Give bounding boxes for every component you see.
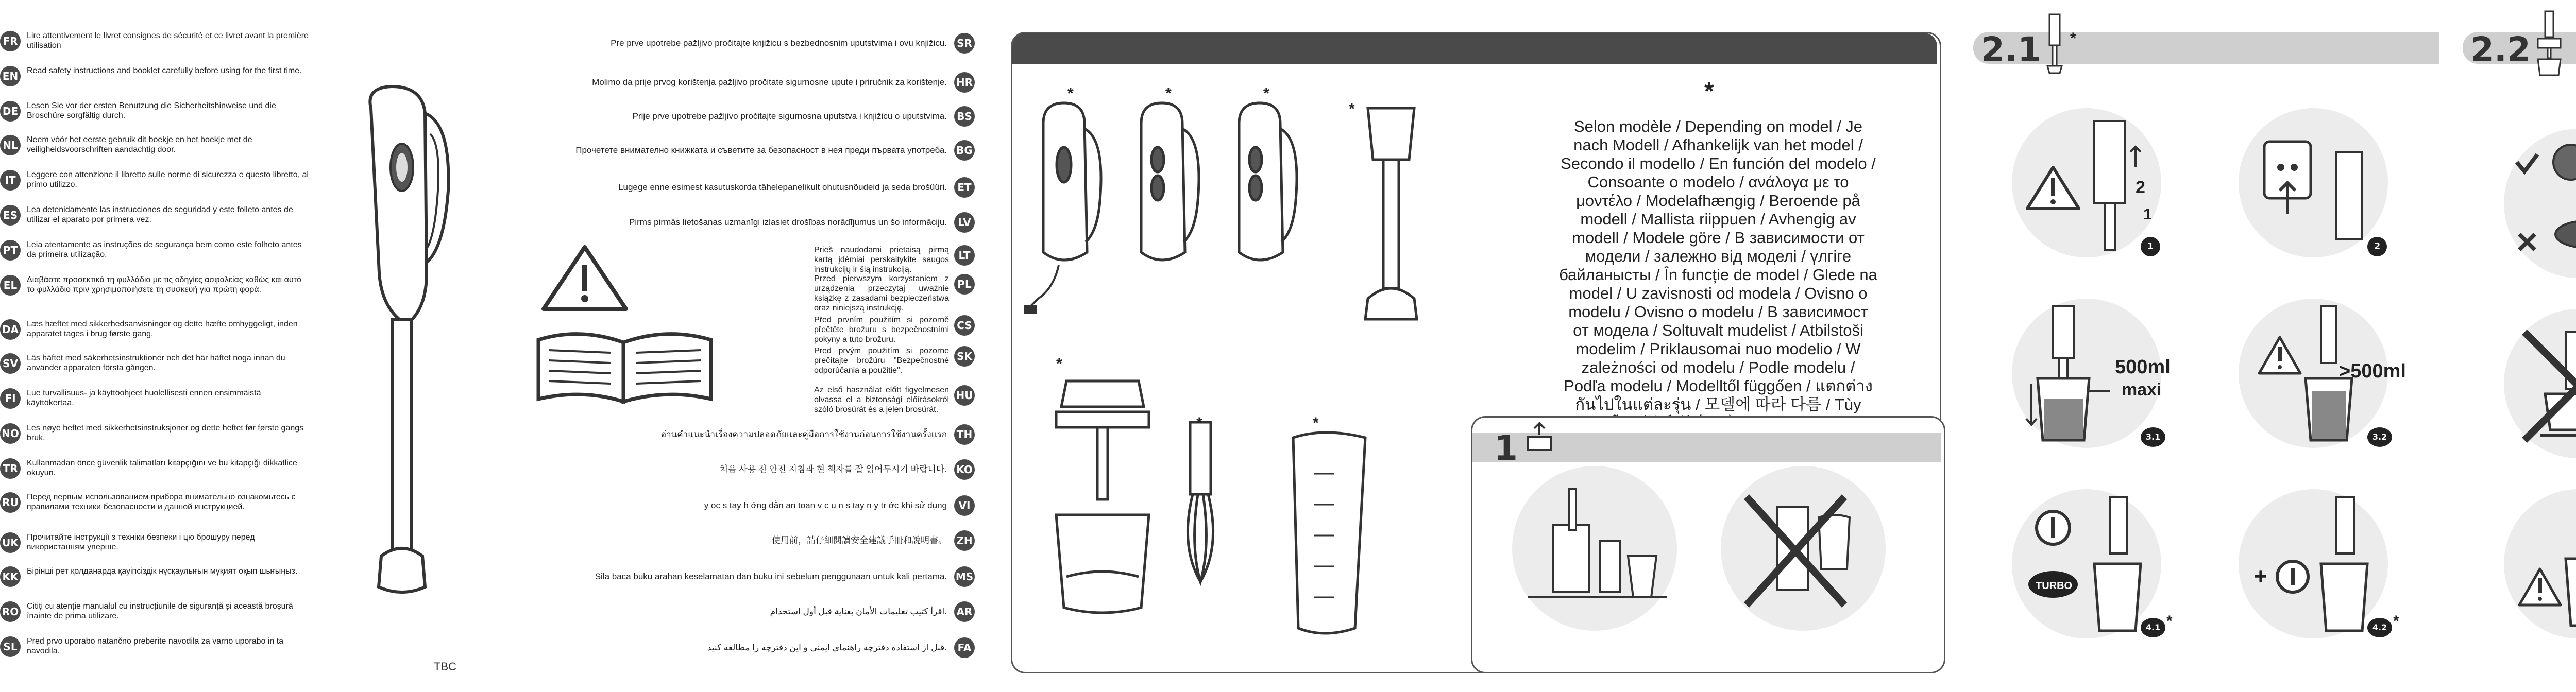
language-row-bg	[505, 140, 975, 161]
model-star-4: *	[1349, 100, 1355, 117]
language-code-badge: AR	[954, 601, 975, 622]
step-42-star: *	[2393, 613, 2399, 630]
language-row-cs	[814, 315, 975, 344]
language-instruction-text: Az első használat előtt figyelmesen olvassa el a biztonsági előírásokról szóló brosúrát és a jelen brosúrát.	[814, 386, 949, 414]
language-instruction-text: y oc s tay h ớng dẫn an toan v c u n s tay n y tr ớc khi sử dụng	[704, 500, 947, 510]
language-code-badge: HR	[954, 72, 975, 93]
language-row-kk	[0, 566, 309, 587]
model-star-2: *	[1165, 85, 1172, 102]
language-code-badge: ET	[954, 177, 975, 198]
language-instruction-text: Lea detenidamente las instrucciones de seguridad y este folleto antes de utilizar el aparato por primera vez.	[27, 205, 293, 224]
hand-blender-illustration	[335, 77, 459, 618]
language-row-nl	[0, 135, 309, 155]
language-row-ro	[0, 601, 309, 622]
language-instruction-text: Przed pierwszym korzystaniem z urządzenia przeczytaj uważnie książkę z zasadami bezpieczeństwa oraz niniejszą instrukcję.	[814, 274, 949, 313]
language-instruction-text: Prieš naudodami prietaisą pirmą kartą įdėmiai perskaitykite saugos instrukcijų ir šią instrukciją.	[814, 246, 949, 274]
language-row-fi	[0, 388, 309, 409]
language-row-en	[0, 66, 309, 86]
step-41-badge: 4.1	[2141, 618, 2165, 637]
language-code-badge: EN	[0, 66, 21, 86]
language-row-vi	[505, 495, 975, 516]
language-instruction-text: Прочитайте інструкції з техніки безпеки і цю брошуру перед використанням уперше.	[27, 533, 255, 551]
language-code-badge: FI	[0, 388, 21, 409]
language-instruction-text: Pre prve upotrebe pažljivo pročitajte knjižicu s bezbednosnim uputstvima i ovu knjižicu.	[611, 38, 947, 48]
language-instruction-text: Kullanmadan önce güvenlik talimatları kitapçığını ve bu kitapçığı dikkatlice okuyun.	[27, 459, 297, 477]
language-instruction-text: Läs häftet med säkerhetsinstruktioner och det här häftet noga innan du använder apparaten första gången.	[27, 354, 285, 372]
language-row-ar	[505, 601, 975, 622]
language-code-badge: ZH	[954, 530, 975, 551]
language-instruction-text: Prije prve upotrebe pažljivo pročitajte sigurnosna uputstva i knjižicu o uputstvima.	[632, 111, 947, 121]
step-5-drawing	[2509, 131, 2576, 275]
language-row-da	[0, 319, 309, 340]
language-row-de	[0, 101, 309, 122]
language-code-badge: MS	[954, 566, 975, 587]
language-instruction-text: اقرأ كتيب تعليمات الأمان بعناية قبل أول استخدام.	[770, 607, 947, 616]
left-language-list	[0, 26, 319, 690]
language-instruction-text: Διαβάστε προσεκτικά τη φυλλάδιο με τις οδηγίες ασφαλείας καθώς και αυτό το φυλλάδιο πριν χρησιμοποιήσετε τη συσκευή για πρώτη φορά.	[27, 275, 301, 294]
language-code-badge: FA	[954, 637, 975, 658]
language-instruction-text: Leia atentamente as instruções de segurança bem como este folheto antes da primeira utilização.	[27, 240, 302, 259]
step-1-badge: 1	[2141, 237, 2160, 256]
language-instruction-text: قبل از استفاده دفترچه راهنمای ایمنی و این دفترچه را مطالعه کنید.	[707, 643, 947, 652]
language-instruction-text: อ่านคำแนะนำเรื่องความปลอดภัยและคู่มือการใช้งานก่อนการใช้งานครั้งแรก	[660, 429, 947, 439]
accessory-star-2: *	[1196, 414, 1202, 431]
language-row-no	[0, 423, 309, 444]
language-code-badge: HU	[954, 385, 975, 406]
language-row-sk	[814, 346, 975, 375]
language-code-badge: SV	[0, 353, 21, 374]
language-code-badge: TR	[0, 458, 21, 479]
language-instruction-text: Molimo da prije prvog korištenja pažljivo pročitate sigurnosne upute i priručnik za korištenje.	[592, 77, 947, 87]
language-row-ms	[505, 566, 975, 587]
language-instruction-text: Læs hæftet med sikkerhedsanvisninger og dette hæfte omhyggeligt, inden apparatet tages i brug første gang.	[27, 320, 298, 338]
step-31-500ml-label: 500ml	[2115, 356, 2171, 378]
language-instruction-text: 使用前，請仔細閱讀安全建議手冊和說明書。	[772, 535, 947, 545]
model-star-1: *	[1067, 85, 1074, 102]
accessories-illustration	[1036, 360, 1406, 649]
language-code-badge: KK	[0, 566, 21, 587]
section-22-blender-icon	[2534, 10, 2565, 77]
language-instruction-text: Pred prvo uporabo natančno preberite navodila za varno uporabo in ta navodila.	[27, 637, 284, 655]
model-dependency-text: Selon modèle / Depending on model / Je nach Modell / Afhankelijk van het model / Secondo il modello / En función del modelo / Consoante o modelo / ανάλογα με το μοντέλο / Modelafhængig / Beroende på modell / Mallista riippuen / Avhengig av modell / Modele göre / В зависимости от модели / залежно від моделі / үлгіге байланысты / În funcție de model / Glede na model / U zavisnosti od modela / Ovisno o modelu / Ovisno o modelu / В зависимост от модела / Soltuvalt mudelist / Atbilstoši modelim / Priklausomai nuo modelio / W zależności od modelu / Podle modelu / Podľa modelu / Modelltől függően / แตกต่างกันไปในแต่ละรุ่น / 모델에 따라 다름 / Tùy	[1559, 117, 1877, 413]
language-code-badge: CS	[954, 315, 975, 336]
accessory-star-1: *	[1056, 355, 1062, 372]
language-instruction-text: Lue turvallisuus- ja käyttöohjeet huolellisesti ennen ensimmäistä käyttökertaa.	[27, 389, 261, 407]
language-row-fr	[0, 31, 309, 51]
language-code-badge: UK	[0, 532, 21, 553]
language-code-badge: ES	[0, 205, 21, 226]
section-21-number: 2.1	[1981, 30, 2041, 70]
language-code-badge: LV	[954, 212, 975, 233]
language-row-ru	[0, 492, 309, 513]
language-code-badge: RU	[0, 492, 21, 513]
language-instruction-text: Lugege enne esimest kasutuskorda tähelepanelikult ohutusnõudeid ja seda brošüüri.	[618, 182, 947, 192]
language-code-badge: IT	[0, 170, 21, 191]
language-code-badge: PL	[954, 274, 975, 295]
language-code-badge: NO	[0, 423, 21, 444]
language-instruction-text: Перед первым использованием прибора внимательно ознакомьтесь с правилами техники безопасности и данной инструкцией.	[27, 493, 296, 511]
language-row-sv	[0, 353, 309, 374]
tbc-label: TBC	[434, 660, 456, 673]
model-text-star: *	[1704, 78, 1714, 105]
step-2-badge: 2	[2367, 237, 2387, 256]
language-row-it	[0, 170, 309, 191]
step-41-turbo-label: TURBO	[2031, 578, 2076, 594]
step-42-badge: 4.2	[2367, 618, 2392, 637]
models-panel-header	[1012, 33, 1937, 64]
language-instruction-text: Pirms pirmās lietošanas uzmanīgi izlasiet drošības norādījumus un šo informāciju.	[629, 217, 947, 227]
language-row-lv	[505, 212, 975, 233]
language-row-sl	[0, 636, 309, 657]
language-instruction-text: Pred prvým použitím si pozorne prečítajte brožúru "Bezpečnostné odporúčania a použitie".	[814, 347, 949, 375]
model-blenders-illustration	[1023, 82, 1445, 330]
language-instruction-text: Lesen Sie vor der ersten Benutzung die Sicherheitshinweise und die Broschüre sorgfältig durch.	[27, 101, 276, 120]
section-1-number: 1	[1494, 428, 1518, 468]
warning-book-illustration	[533, 242, 719, 407]
language-code-badge: NL	[0, 135, 21, 155]
section-21-blender-icon	[2044, 13, 2065, 75]
language-row-hu	[814, 385, 975, 414]
language-code-badge: BS	[954, 106, 975, 127]
step-9-drawing	[2509, 492, 2576, 636]
language-instruction-text: Před prvním použitím si pozorně přečtěte brožuru s bezpečnostními pokyny a tuto brožuru.	[814, 316, 949, 344]
language-code-badge: SL	[0, 636, 21, 657]
language-code-badge: TH	[954, 424, 975, 445]
language-instruction-text: Lire attentivement le livret consignes de sécurité et ce livret avant la première utilisation	[27, 31, 309, 50]
language-code-badge: LT	[954, 245, 975, 266]
language-code-badge: DE	[0, 101, 21, 122]
step-32-gt500-label: >500ml	[2339, 360, 2406, 382]
language-code-badge: KO	[954, 459, 975, 480]
language-code-badge: RO	[0, 601, 21, 622]
section-22-number: 2.2	[2470, 30, 2531, 70]
step-2-drawing	[2244, 111, 2388, 255]
section-21-star: *	[2070, 30, 2076, 47]
language-instruction-text: Sila baca buku arahan keselamatan dan buku ini sebelum penggunaan untuk kali pertama.	[595, 572, 947, 581]
language-code-badge: EL	[0, 275, 21, 296]
unpack-icon	[1524, 422, 1555, 453]
step-42-plus-label: +	[2254, 564, 2267, 589]
language-row-es	[0, 205, 309, 226]
language-row-tr	[0, 458, 309, 479]
language-row-pt	[0, 240, 309, 261]
language-row-pl	[814, 274, 975, 313]
language-instruction-text: Citiți cu atenție manualul cu instrucțiunile de siguranță și această broșură înainte de prima utilizare.	[27, 602, 293, 620]
language-instruction-text: Прочетете внимателно книжката и съветите за безопасност в нея преди първата употреба.	[575, 145, 947, 155]
language-code-badge: FR	[0, 31, 21, 51]
language-row-uk	[0, 532, 309, 553]
language-code-badge: PT	[0, 240, 21, 261]
step-31-badge: 3.1	[2141, 427, 2165, 447]
language-instruction-text: Neem vóór het eerste gebruik dit boekje en het boekje met de veiligheidsvoorschriften aandachtig door.	[27, 135, 252, 154]
section-21-header-bar	[1973, 32, 2439, 64]
language-instruction-text: Read safety instructions and booklet carefully before using for the first time.	[27, 66, 302, 75]
language-code-badge: VI	[954, 495, 975, 516]
section-1-discard-drawing	[1731, 476, 1880, 620]
model-star-3: *	[1263, 85, 1269, 102]
step-41-drawing	[2017, 492, 2161, 636]
language-row-fa	[505, 637, 975, 658]
language-row-el	[0, 275, 309, 296]
language-row-bs	[505, 106, 975, 127]
language-code-badge: DA	[0, 319, 21, 340]
accessory-star-3: *	[1313, 414, 1319, 431]
language-row-ko	[505, 459, 975, 480]
language-row-th	[505, 424, 975, 445]
language-row-sr	[505, 33, 975, 54]
step-1-arrow-1: 1	[2143, 206, 2152, 223]
language-row-et	[505, 177, 975, 198]
step-7-drawing	[2509, 312, 2576, 456]
step-32-badge: 3.2	[2367, 427, 2392, 447]
language-instruction-text: Бірінші рет қолданарда қауіпсіздік нұсқаулығын мұқият оқып шығыңыз.	[27, 567, 298, 576]
step-41-star: *	[2166, 613, 2173, 630]
language-instruction-text: Les nøye heftet med sikkerhetsinstruksjoner og dette heftet før første gangs bruk.	[27, 424, 304, 442]
language-row-hr	[505, 72, 975, 93]
language-instruction-text: 처음 사용 전 안전 지침과 현 책자를 잘 읽어두시기 바랍니다.	[719, 464, 947, 474]
language-code-badge: BG	[954, 140, 975, 161]
step-31-maxi-label: maxi	[2122, 380, 2162, 400]
language-code-badge: SK	[954, 346, 975, 367]
language-row-zh	[505, 530, 975, 551]
section-1-unpack-drawing	[1522, 479, 1672, 618]
language-row-lt	[814, 245, 975, 274]
language-instruction-text: Leggere con attenzione il libretto sulle norme di sicurezza e questo libretto, al primo utilizzo.	[27, 170, 309, 189]
language-code-badge: SR	[954, 33, 975, 54]
step-1-arrow-2: 2	[2136, 178, 2145, 197]
